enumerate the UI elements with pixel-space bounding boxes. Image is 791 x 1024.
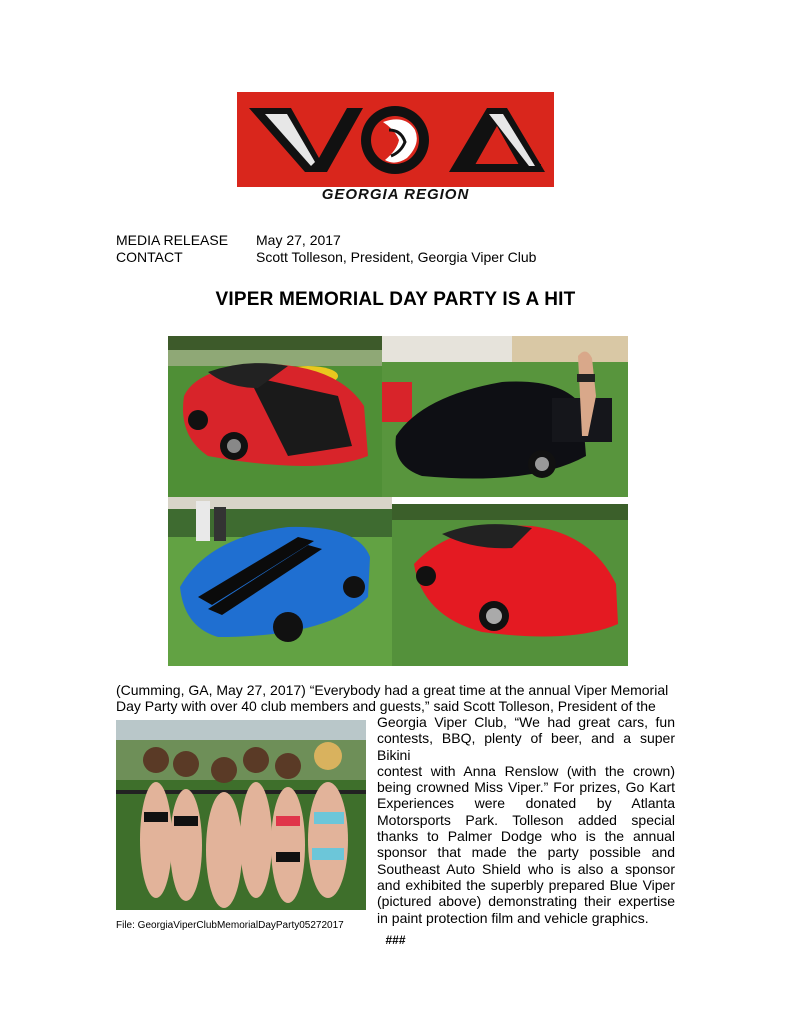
article-wrapped-text	[377, 714, 675, 926]
headline: VIPER MEMORIAL DAY PARTY IS A HIT	[215, 289, 576, 310]
article-line: Experiences were donated by Atlanta	[377, 795, 675, 812]
end-mark: ###	[385, 933, 406, 947]
voa-letters-graphic	[245, 100, 546, 177]
article-line: being crowned Miss Viper.” For prizes, Go Kart	[377, 779, 675, 796]
logo-subtitle: GEORGIA REGION	[321, 186, 470, 203]
article-line: in paint protection film and vehicle graphics.	[377, 909, 649, 926]
contact-row	[116, 249, 536, 266]
car-photo-collage	[168, 336, 628, 666]
file-reference: File: GeorgiaViperClubMemorialDayParty05272017	[116, 920, 344, 931]
photo-miss-viper-contestants	[116, 720, 366, 910]
article-line: and exhibited the superbly prepared Blue Viper	[377, 876, 675, 893]
article-line: Georgia Viper Club, “We had great cars, fun	[377, 714, 675, 730]
media-release-row	[116, 232, 536, 249]
photo-red-convertible-viper	[392, 504, 628, 666]
article-line: Day Party with over 40 club members and guests,” said Scott Tolleson, President of the	[116, 698, 656, 715]
photo-blue-viper	[168, 497, 392, 666]
photo-black-viper	[382, 336, 628, 497]
article-line: (Cumming, GA, May 27, 2017) “Everybody had a great time at the annual Viper Memorial	[116, 682, 669, 698]
article-line: (pictured above) demonstrating their expertise	[377, 893, 675, 910]
article-line: Southeast Auto Shield who is also a sponsor	[377, 860, 675, 877]
contact-label: CONTACT	[116, 249, 183, 265]
article-line: contest with Anna Renslow (with the crown)	[377, 762, 675, 779]
article-line: contests, BBQ, plenty of beer, and a super Bikini	[377, 730, 675, 763]
article-line: thanks to Palmer Dodge who is the annual	[377, 828, 675, 845]
article-lead	[116, 682, 676, 715]
media-release-label: MEDIA RELEASE	[116, 232, 229, 248]
media-release-date: May 27, 2017	[256, 232, 341, 248]
contact-value: Scott Tolleson, President, Georgia Viper Club	[256, 249, 537, 265]
photo-red-viper	[168, 336, 382, 497]
release-meta	[116, 232, 536, 266]
article-line: Motorsports Park. Tolleson added special	[377, 811, 675, 828]
logo-banner	[237, 92, 554, 187]
article-line: sponsor that made the party possible and	[377, 844, 675, 861]
voa-georgia-region-logo	[237, 92, 554, 210]
